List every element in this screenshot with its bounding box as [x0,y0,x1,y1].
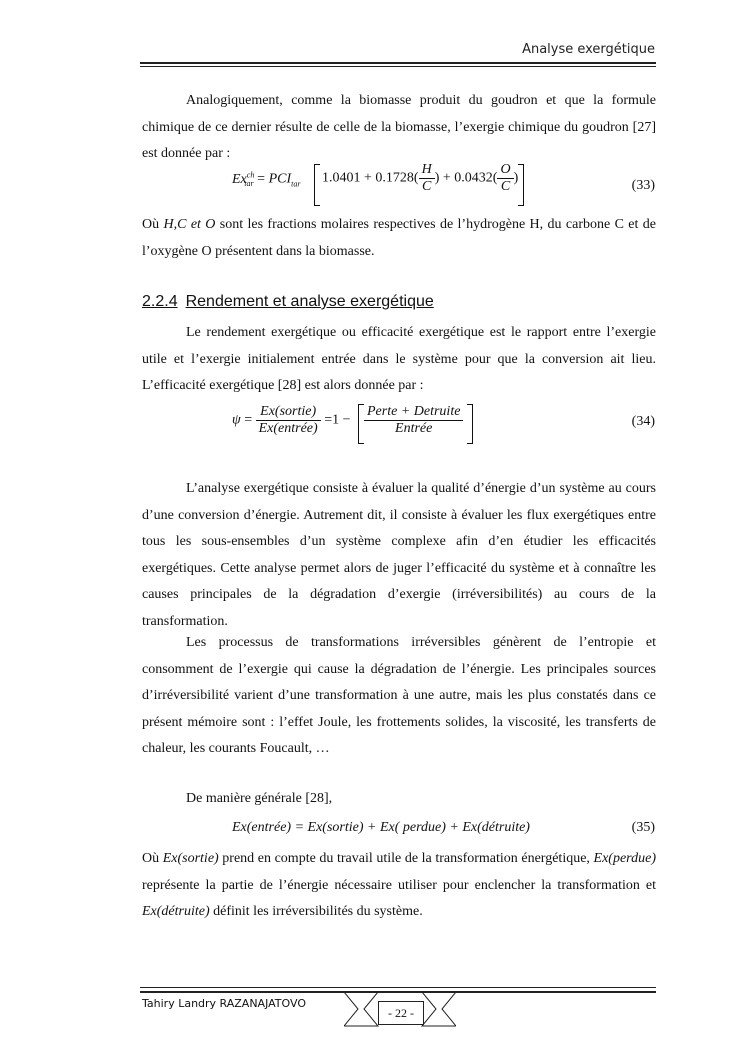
bracket-left [314,164,320,206]
paragraph-4: L’analyse exergétique consiste à évaluer la qualité d’énergie d’un système au cours d’une conversion d’énergie. Autrement dit, il consiste à évaluer les flux exergétiques entre tous les sous-ensembles d’un système complexe afin d’en étudier les efficacités exergétiques. Cette analyse permet alors de juger l’efficacité du système et à connaître les causes principales de la dégradation d’exergie (irréversibilités) au cours de la transformation. [142,481,656,629]
equation-number-34: (34) [631,414,655,429]
bracket-right [518,164,524,206]
equation-34: ψ = $\frac{\text{Ex(sortie)}}{\text{Ex(entrée)}}$ =1 − [232,404,351,436]
bracket-right-34 [467,404,473,444]
page-number: - 22 - [378,1001,424,1025]
paragraph-2: Où H,C et O sont les fractions molaires respectives de l’hydrogène H, du carbone C et de l’oxygène O présentent dans la biomasse. [142,217,656,259]
paragraph-1: Analogiquement, comme la biomasse produit du goudron et que la formule chimique de ce dernier résulte de celle de la biomasse, l’exergie chimique du goudron [27] est donnée par : [142,93,656,161]
footer-author: Tahiry Landry RAZANAJATOVO [142,997,306,1010]
equation-33: $Ex^{ch}_{tar} = PCI_{tar}$ [232,170,301,189]
equation-35: Ex(entrée) = Ex(sortie) + Ex( perdue) + Ex(détruite) [232,820,530,835]
running-header: Analyse exergétique [522,42,655,57]
paragraph-7: Où Ex(sortie) prend en compte du travail utile de la transformation énergétique, Ex(perdue) représente la partie de l’énergie nécessaire utiliser pour enclencher la transformation et Ex(détruite) définit les irréversibilités du système. [142,851,656,919]
equation-number-35: (35) [631,820,655,835]
header-rule-thin [140,66,656,67]
eq33-lhs: $Ex^{ch}_{tar}$ [232,170,255,189]
footer-rule-thin [140,987,656,988]
section-heading: 2.2.4 Rendement et analyse exergétique [142,293,434,310]
paragraph-3: Le rendement exergétique ou efficacité exergétique est le rapport entre l’exergie utile et l’exergie initialement entrée dans le système pour que la conversion ait lieu. L’efficacité exergétique [28] est alors donnée par : [142,325,656,393]
paragraph-6: De manière générale [28], [186,791,333,806]
header-rule [140,62,656,64]
equation-33-body: 1.0401 + 0.1728( $\frac{H}{C}$ ) + 0.0432( $\frac{O}{C}$ ) [322,162,519,194]
equation-34-frac: $\frac{\text{Perte + Detruite}}{\text{Entrée}}$ [364,404,463,437]
equation-number-33: (33) [631,178,655,193]
paragraph-5: Les processus de transformations irréversibles génèrent de l’entropie et consomment de l’exergie qui cause la dégradation de l’énergie. Les principales sources d’irréversibilité varient d’une transformation à une autre, mais les plus constatés dans ce présent mémoire sont : l’effet Joule, les frottements solides, la viscosité, les transferts de chaleur, les courants Foucault, … [142,635,656,756]
